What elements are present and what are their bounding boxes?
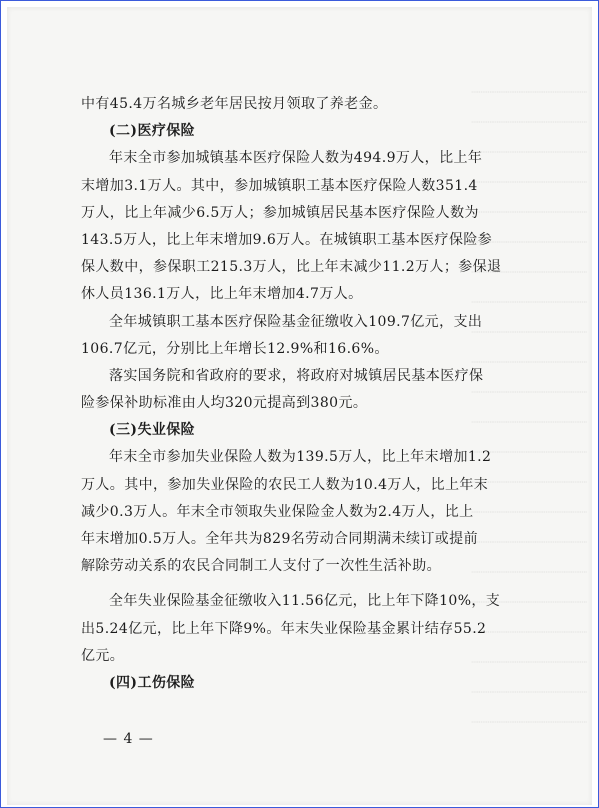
body-line: 全年城镇职工基本医疗保险基金征缴收入109.7亿元，支出 bbox=[109, 313, 483, 330]
body-line: 年末全市参加城镇基本医疗保险人数为494.9万人，比上年 bbox=[109, 150, 483, 167]
section-heading-work-injury-insurance: (四)工伤保险 bbox=[109, 674, 196, 691]
back-page-bleed-through: ┈┈┈┈┈┈┈┈┈┈┈┈┈┈┈┈ ┈┈┈┈┈┈┈┈┈┈┈┈┈┈┈┈ ┈┈┈┈┈┈┈┈┈┈┈┈┈┈┈┈ ┈┈┈┈┈┈┈┈┈┈┈┈┈┈┈┈ ┈┈┈┈┈┈┈┈┈┈┈┈┈┈┈┈ ┈┈┈┈┈┈┈┈┈┈┈┈┈┈┈┈ ┈┈┈┈┈┈┈┈┈┈┈┈┈┈┈┈ ┈┈┈┈┈┈┈┈┈┈┈┈┈┈┈┈ ┈┈┈┈┈┈┈┈┈┈┈┈┈┈┈┈ ┈┈┈┈┈┈┈┈┈┈┈┈┈┈┈┈ ┈┈┈┈┈┈┈┈┈┈┈┈┈┈┈┈ ┈┈┈┈┈┈┈┈┈┈┈┈┈┈┈┈ ┈┈┈┈┈┈┈┈┈┈┈┈┈┈┈┈ ┈┈┈┈┈┈┈┈┈┈┈┈┈┈┈┈ ┈┈┈┈┈┈┈┈┈┈┈┈┈┈┈┈ ┈┈┈┈┈┈┈┈┈┈┈┈┈┈┈┈ ┈┈┈┈┈┈┈┈┈┈┈┈┈┈┈┈ ┈┈┈┈┈┈┈┈┈┈┈┈┈┈┈┈ ┈┈┈┈┈┈┈┈┈┈┈┈┈┈┈┈ ┈┈┈┈┈┈┈┈┈┈┈┈┈┈┈┈ ┈┈┈┈┈┈┈┈┈┈┈┈┈┈┈┈ ┈┈┈┈┈┈┈┈┈┈┈┈┈┈┈┈ bbox=[471, 85, 587, 729]
body-line: 解除劳动关系的农民合同制工人支付了一次性生活补助。 bbox=[81, 558, 441, 575]
body-line: 末增加3.1万人。其中，参加城镇职工基本医疗保险人数351.4 bbox=[81, 177, 478, 194]
body-line: 万人，比上年减少6.5万人；参加城镇居民基本医疗保险人数为 bbox=[81, 204, 479, 221]
body-line: 亿元。 bbox=[81, 647, 125, 664]
paragraph-gap bbox=[81, 580, 533, 588]
body-line: 出5.24亿元，比上年下降9%。年末失业保险基金累计结存55.2 bbox=[81, 620, 487, 637]
section-heading-medical-insurance: (二)医疗保险 bbox=[109, 123, 196, 140]
body-line: 险参保补助标准由人均320元提高到380元。 bbox=[81, 395, 368, 412]
body-line: 减少0.3万人。年末全市领取失业保险金人数为2.4万人，比上 bbox=[81, 503, 474, 520]
body-line: 中有45.4万名城乡老年居民按月领取了养老金。 bbox=[81, 96, 388, 112]
document-body bbox=[81, 91, 533, 697]
body-line: 年末增加0.5万人。全年共为829名劳动合同期满未续订或提前 bbox=[81, 531, 478, 547]
body-line: 休人员136.1万人，比上年末增加4.7万人。 bbox=[81, 286, 363, 303]
scanned-page bbox=[7, 7, 592, 805]
body-line: 年末全市参加失业保险人数为139.5万人，比上年末增加1.2 bbox=[109, 449, 492, 466]
body-line: 保人数中，参保职工215.3万人，比上年末减少11.2万人；参保退 bbox=[81, 259, 502, 276]
body-line: 143.5万人，比上年末增加9.6万人。在城镇职工基本医疗保险参 bbox=[81, 231, 493, 248]
body-line: 万人。其中，参加失业保险的农民工人数为10.4万人，比上年末 bbox=[81, 476, 489, 493]
page-number: — 4 — bbox=[103, 731, 154, 747]
body-line: 106.7亿元，分别比上年增长12.9%和16.6%。 bbox=[81, 340, 389, 357]
body-line: 落实国务院和省政府的要求，将政府对城镇居民基本医疗保 bbox=[109, 367, 484, 384]
body-line: 全年失业保险基金征缴收入11.56亿元，比上年下降10%，支 bbox=[109, 593, 501, 610]
section-heading-unemployment-insurance: (三)失业保险 bbox=[109, 422, 196, 439]
